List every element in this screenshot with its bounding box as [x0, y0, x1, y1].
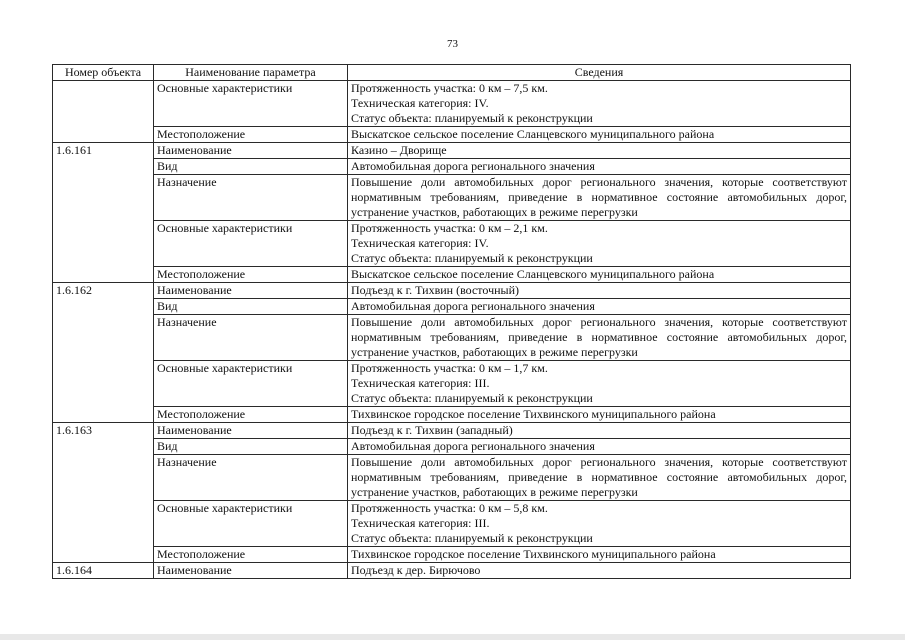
parameter-name-cell: Вид [154, 299, 348, 315]
table-row [53, 547, 851, 563]
page-bottom-edge [0, 634, 905, 640]
object-number-cell: 1.6.161 [53, 143, 154, 283]
details-line: Протяженность участка: 0 км – 7,5 км. [351, 81, 548, 95]
parameter-name-cell: Назначение [154, 175, 348, 221]
objects-table [52, 64, 851, 579]
details-cell [348, 143, 851, 159]
details-line: Протяженность участка: 0 км – 5,8 км. [351, 501, 548, 515]
details-line: Подъезд к дер. Бирючово [351, 563, 481, 577]
details-line: Казино – Дворище [351, 143, 447, 157]
details-line: Статус объекта: планируемый к реконструкции [351, 531, 593, 545]
details-cell [348, 299, 851, 315]
header-details: Сведения [348, 65, 851, 81]
details-line: Статус объекта: планируемый к реконструкции [351, 251, 593, 265]
details-cell [348, 501, 851, 547]
object-number-cell: 1.6.162 [53, 283, 154, 423]
table-row [53, 455, 851, 501]
parameter-name-cell: Местоположение [154, 407, 348, 423]
table-row [53, 299, 851, 315]
details-line: Техническая категория: IV. [351, 236, 489, 250]
details-cell [348, 407, 851, 423]
object-number-cell [53, 81, 154, 143]
details-line: Протяженность участка: 0 км – 1,7 км. [351, 361, 548, 375]
details-line: Автомобильная дорога регионального значения [351, 159, 595, 173]
table-row [53, 407, 851, 423]
table-header [53, 65, 851, 81]
details-line: Выскатское сельское поселение Сланцевского муниципального района [351, 127, 715, 141]
details-line: Тихвинское городское поселение Тихвинского муниципального района [351, 407, 716, 421]
table-row [53, 221, 851, 267]
header-parameter-name: Наименование параметра [154, 65, 348, 81]
object-number-cell: 1.6.163 [53, 423, 154, 563]
details-cell [348, 159, 851, 175]
details-cell [348, 81, 851, 127]
table-header-row [53, 65, 851, 81]
table-row [53, 127, 851, 143]
parameter-name-cell: Местоположение [154, 547, 348, 563]
details-line: Статус объекта: планируемый к реконструкции [351, 111, 593, 125]
table-row [53, 361, 851, 407]
details-cell [348, 315, 851, 361]
details-line: Автомобильная дорога регионального значения [351, 299, 595, 313]
page-number: 73 [447, 38, 458, 50]
table-row [53, 283, 851, 299]
parameter-name-cell: Основные характеристики [154, 81, 348, 127]
details-line: Статус объекта: планируемый к реконструкции [351, 391, 593, 405]
parameter-name-cell: Наименование [154, 423, 348, 439]
table-row [53, 175, 851, 221]
table-row [53, 315, 851, 361]
parameter-name-cell: Наименование [154, 563, 348, 579]
parameter-name-cell: Назначение [154, 455, 348, 501]
parameter-name-cell: Основные характеристики [154, 221, 348, 267]
object-number-cell: 1.6.164 [53, 563, 154, 579]
details-line: Техническая категория: IV. [351, 96, 489, 110]
details-line: Подъезд к г. Тихвин (западный) [351, 423, 513, 437]
details-line: Повышение доли автомобильных дорог регионального значения, которые соответствуют нормативным требованиям, приведение в нормативное состояние автомобильных дорог, устранение участков, работающих в режиме перегрузки [351, 455, 847, 499]
parameter-name-cell: Основные характеристики [154, 501, 348, 547]
parameter-name-cell: Назначение [154, 315, 348, 361]
header-object-number: Номер объекта [53, 65, 154, 81]
parameter-name-cell: Вид [154, 159, 348, 175]
details-cell [348, 439, 851, 455]
table-row [53, 267, 851, 283]
parameter-name-cell: Основные характеристики [154, 361, 348, 407]
parameter-name-cell: Наименование [154, 143, 348, 159]
details-line: Техническая категория: III. [351, 516, 490, 530]
details-cell [348, 267, 851, 283]
details-line: Повышение доли автомобильных дорог регионального значения, которые соответствуют нормативным требованиям, приведение в нормативное состояние автомобильных дорог, устранение участков, работающих в режиме перегрузки [351, 175, 847, 219]
details-cell [348, 127, 851, 143]
details-cell [348, 455, 851, 501]
parameter-name-cell: Местоположение [154, 127, 348, 143]
details-cell [348, 563, 851, 579]
details-line: Автомобильная дорога регионального значения [351, 439, 595, 453]
parameter-name-cell: Наименование [154, 283, 348, 299]
details-cell [348, 547, 851, 563]
details-line: Протяженность участка: 0 км – 2,1 км. [351, 221, 548, 235]
details-line: Повышение доли автомобильных дорог регионального значения, которые соответствуют нормативным требованиям, приведение в нормативное состояние автомобильных дорог, устранение участков, работающих в режиме перегрузки [351, 315, 847, 359]
parameter-name-cell: Вид [154, 439, 348, 455]
details-cell [348, 361, 851, 407]
details-cell [348, 221, 851, 267]
details-line: Подъезд к г. Тихвин (восточный) [351, 283, 520, 297]
table-row [53, 81, 851, 127]
table-row [53, 423, 851, 439]
table-row [53, 159, 851, 175]
table-row [53, 143, 851, 159]
details-cell [348, 283, 851, 299]
table-body [53, 81, 851, 579]
details-cell [348, 423, 851, 439]
table-row [53, 501, 851, 547]
table-row [53, 563, 851, 579]
details-line: Техническая категория: III. [351, 376, 490, 390]
parameter-name-cell: Местоположение [154, 267, 348, 283]
details-line: Тихвинское городское поселение Тихвинского муниципального района [351, 547, 716, 561]
details-line: Выскатское сельское поселение Сланцевского муниципального района [351, 267, 715, 281]
table-row [53, 439, 851, 455]
details-cell [348, 175, 851, 221]
